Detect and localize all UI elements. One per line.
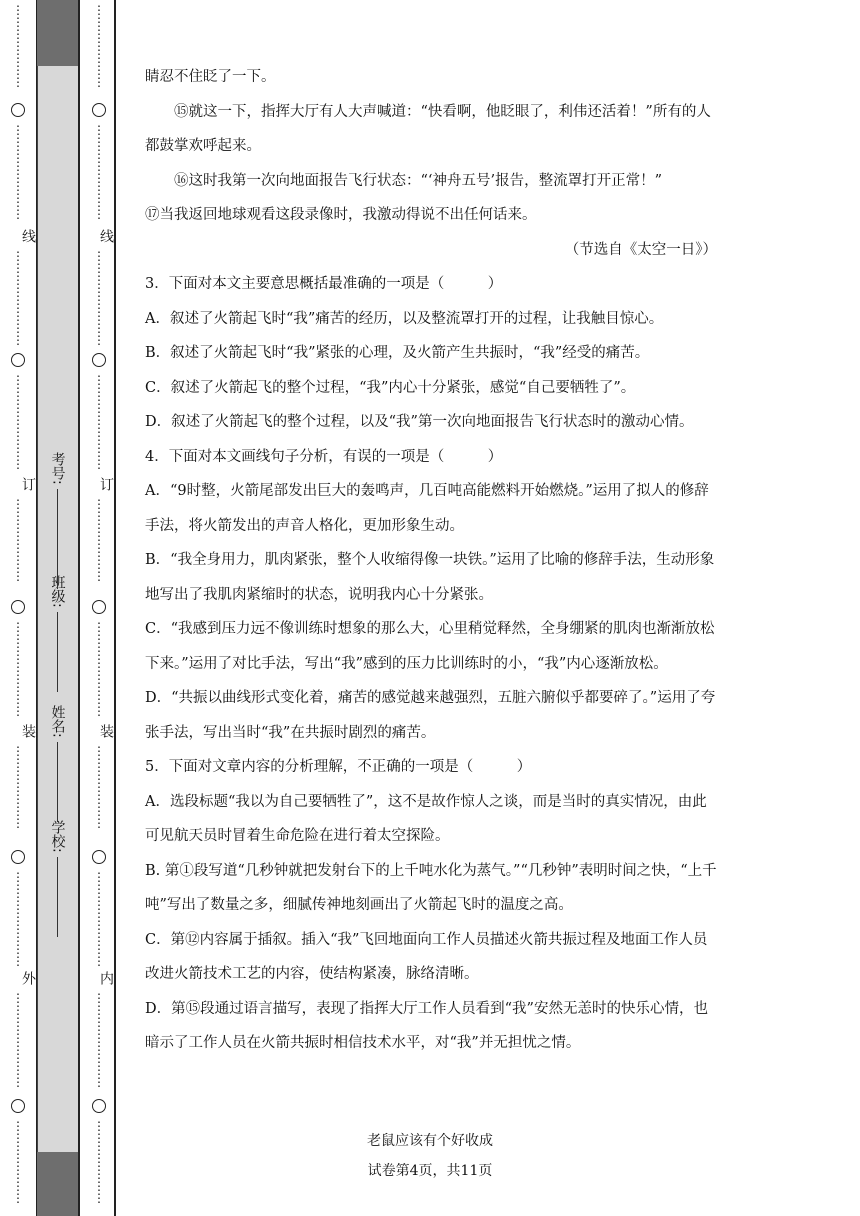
question-4 <box>145 440 717 751</box>
binding-label-xian: 线 <box>20 229 36 243</box>
passage-source: （节选自《太空一日》） <box>564 241 717 258</box>
dotted-line: ⋮ ⋮ ⋮ ⋮ ⋮ ⋮ ⋮ <box>12 497 24 583</box>
question-option[interactable]: A．“9时整，火箭尾部发出巨大的轰鸣声，几百吨高能燃料开始燃烧。”运用了拟人的修辞手法，将火箭发出的声音人格化，更加形象生动。 <box>145 483 709 534</box>
exam-content <box>145 60 717 1061</box>
binding-hole-circle <box>11 1099 25 1113</box>
question-option[interactable]: A．选段标题“我以为自己要牺牲了”，这不是故作惊人之谈，而是当时的真实情况，由此可见航天员时冒着生命危险在进行着太空探险。 <box>145 793 707 844</box>
question-option[interactable]: A．叙述了火箭起飞时“我”痛苦的经历，以及整流罩打开的过程，让我触目惊心。 <box>145 310 664 327</box>
passage-paragraph-17: ⑰当我返回地球观看这段录像时，我激动得说不出任何话来。 <box>145 207 537 223</box>
passage-line-continued: 睛忍不住眨了一下。 <box>145 69 276 85</box>
dotted-line: ⋮ ⋮ ⋮ ⋮ ⋮ ⋮ ⋮ <box>93 497 105 583</box>
binding-hole-circle <box>11 353 25 367</box>
passage-paragraph-16: ⑯这时我第一次向地面报告飞行状态：“‘神舟五号’报告，整流罩打开正常！” <box>174 172 663 189</box>
question-option[interactable]: C．“我感到压力远不像训练时想象的那么大，心里稍觉释然，全身绷紧的肌肉也渐渐放松下来。”运用了对比手法，写出“我”感到的压力比训练时的小，“我”内心逐渐放松。 <box>145 621 715 672</box>
passage-paragraph-15: ⑮就这一下，指挥大厅有人大声喊道：“快看啊，他眨眼了，利伟还活着！”所有的人都鼓掌欢呼起来。 <box>145 103 711 154</box>
watermark-text: 老鼠应该有个好收成 <box>367 1133 493 1149</box>
binding-hole-circle <box>11 103 25 117</box>
dotted-line: ⋮ ⋮ ⋮ ⋮ ⋮ ⋮ ⋮ <box>12 3 24 89</box>
dotted-line: ⋮ ⋮ ⋮ ⋮ ⋮ ⋮ ⋮ <box>93 3 105 89</box>
school-blank[interactable] <box>57 857 58 937</box>
question-stem: 4．下面对本文画线句子分析，有误的一项是（ ） <box>145 448 503 465</box>
question-option[interactable]: B. 第①段写道“几秒钟就把发射台下的上千吨水化为蒸气。”“几秒钟”表明时间之快，“上千吨”写出了数量之多，细腻传神地刻画出了火箭起飞时的温度之高。 <box>145 862 717 913</box>
name-blank[interactable] <box>57 742 58 822</box>
school-label: 学校: <box>49 820 66 853</box>
binding-margin-outer <box>0 0 36 1216</box>
binding-margin-inner <box>84 0 114 1216</box>
dotted-line: ⋮ ⋮ ⋮ ⋮ ⋮ ⋮ ⋮ ⋮ <box>12 373 24 471</box>
question-option[interactable]: B．叙述了火箭起飞时“我”紧张的心理，及火箭产生共振时，“我”经受的痛苦。 <box>145 345 650 361</box>
exam-number-field <box>37 452 78 589</box>
binding-hole-circle <box>11 850 25 864</box>
binding-label-nei: 内 <box>98 971 114 985</box>
dotted-line: ⋮ ⋮ ⋮ ⋮ ⋮ ⋮ ⋮ ⋮ <box>12 870 24 968</box>
dotted-line: ⋮ ⋮ ⋮ ⋮ ⋮ ⋮ ⋮ <box>93 1119 105 1205</box>
name-label: 姓名: <box>49 705 66 738</box>
page-number: 试卷第4页，共11页 <box>367 1163 493 1179</box>
question-stem: 3．下面对本文主要意思概括最准确的一项是（ ） <box>145 276 503 292</box>
question-option[interactable]: C．叙述了火箭起飞的整个过程，“我”内心十分紧张，感觉“自己要牺牲了”。 <box>145 379 636 396</box>
question-5 <box>145 750 717 1061</box>
dotted-line: ⋮ ⋮ ⋮ ⋮ ⋮ ⋮ ⋮ ⋮ <box>93 123 105 221</box>
binding-label-wai: 外 <box>20 971 36 985</box>
dotted-line: ⋮ ⋮ ⋮ ⋮ ⋮ ⋮ ⋮ ⋮ <box>12 123 24 221</box>
dotted-line: ⋮ ⋮ ⋮ ⋮ ⋮ ⋮ ⋮ ⋮ <box>93 870 105 968</box>
exam-number-label: 考号: <box>49 452 66 485</box>
margin-border-line <box>114 0 116 1216</box>
binding-hole-circle <box>92 600 106 614</box>
binding-label-xian: 线 <box>98 229 114 243</box>
class-blank[interactable] <box>57 612 58 692</box>
dotted-line: ⋮ ⋮ ⋮ ⋮ ⋮ ⋮ ⋮ ⋮ <box>93 373 105 471</box>
binding-hole-circle <box>92 1099 106 1113</box>
school-field <box>37 820 78 937</box>
margin-border-line <box>78 0 80 1216</box>
binding-label-zhuang: 装 <box>98 724 114 738</box>
dotted-line: ⋮ ⋮ ⋮ ⋮ ⋮ ⋮ ⋮ ⋮ <box>93 249 105 347</box>
question-option[interactable]: C．第⑫内容属于插叙。插入“我”飞回地面向工作人员描述火箭共振过程及地面工作人员改进火箭技术工艺的内容，使结构紧凑，脉络清晰。 <box>145 931 708 982</box>
exam-number-blank[interactable] <box>57 489 58 589</box>
binding-hole-circle <box>11 600 25 614</box>
dotted-line: ⋮ ⋮ ⋮ ⋮ ⋮ ⋮ ⋮ ⋮ <box>93 620 105 718</box>
question-option[interactable]: B．“我全身用力，肌肉紧张，整个人收缩得像一块铁。”运用了比喻的修辞手法，生动形象地写出了我肌肉紧缩时的状态，说明我内心十分紧张。 <box>145 552 715 603</box>
binding-hole-circle <box>92 103 106 117</box>
class-label: 班级: <box>49 575 66 608</box>
binding-label-ding: 订 <box>98 477 114 491</box>
dotted-line: ⋮ ⋮ ⋮ ⋮ ⋮ ⋮ ⋮ ⋮ <box>93 991 105 1089</box>
class-field <box>37 575 78 692</box>
dotted-line: ⋮ ⋮ ⋮ ⋮ ⋮ ⋮ ⋮ <box>93 744 105 830</box>
question-stem: 5．下面对文章内容的分析理解，不正确的一项是（ ） <box>145 759 532 775</box>
binding-label-zhuang: 装 <box>20 724 36 738</box>
question-option[interactable]: D．“共振以曲线形式变化着，痛苦的感觉越来越强烈，五脏六腑似乎都要碎了。”运用了夸张手法，写出当时“我”在共振时剧烈的痛苦。 <box>145 690 716 741</box>
question-option[interactable]: D．叙述了火箭起飞的整个过程，以及“我”第一次向地面报告飞行状态时的激动心情。 <box>145 414 694 430</box>
question-option[interactable]: D．第⑮段通过语言描写，表现了指挥大厅工作人员看到“我”安然无恙时的快乐心情，也暗示了工作人员在火箭共振时相信技术水平，对“我”并无担忧之情。 <box>145 1000 708 1051</box>
question-3 <box>145 267 717 440</box>
binding-hole-circle <box>92 353 106 367</box>
dotted-line: ⋮ ⋮ ⋮ ⋮ ⋮ ⋮ ⋮ <box>12 1119 24 1205</box>
dotted-line: ⋮ ⋮ ⋮ ⋮ ⋮ ⋮ ⋮ <box>12 744 24 830</box>
band-dark-top <box>37 0 78 66</box>
binding-hole-circle <box>92 850 106 864</box>
dotted-line: ⋮ ⋮ ⋮ ⋮ ⋮ ⋮ ⋮ ⋮ <box>12 249 24 347</box>
binding-label-ding: 订 <box>20 477 36 491</box>
dotted-line: ⋮ ⋮ ⋮ ⋮ ⋮ ⋮ ⋮ ⋮ <box>12 620 24 718</box>
dotted-line: ⋮ ⋮ ⋮ ⋮ ⋮ ⋮ ⋮ ⋮ <box>12 991 24 1089</box>
name-field <box>37 705 78 822</box>
